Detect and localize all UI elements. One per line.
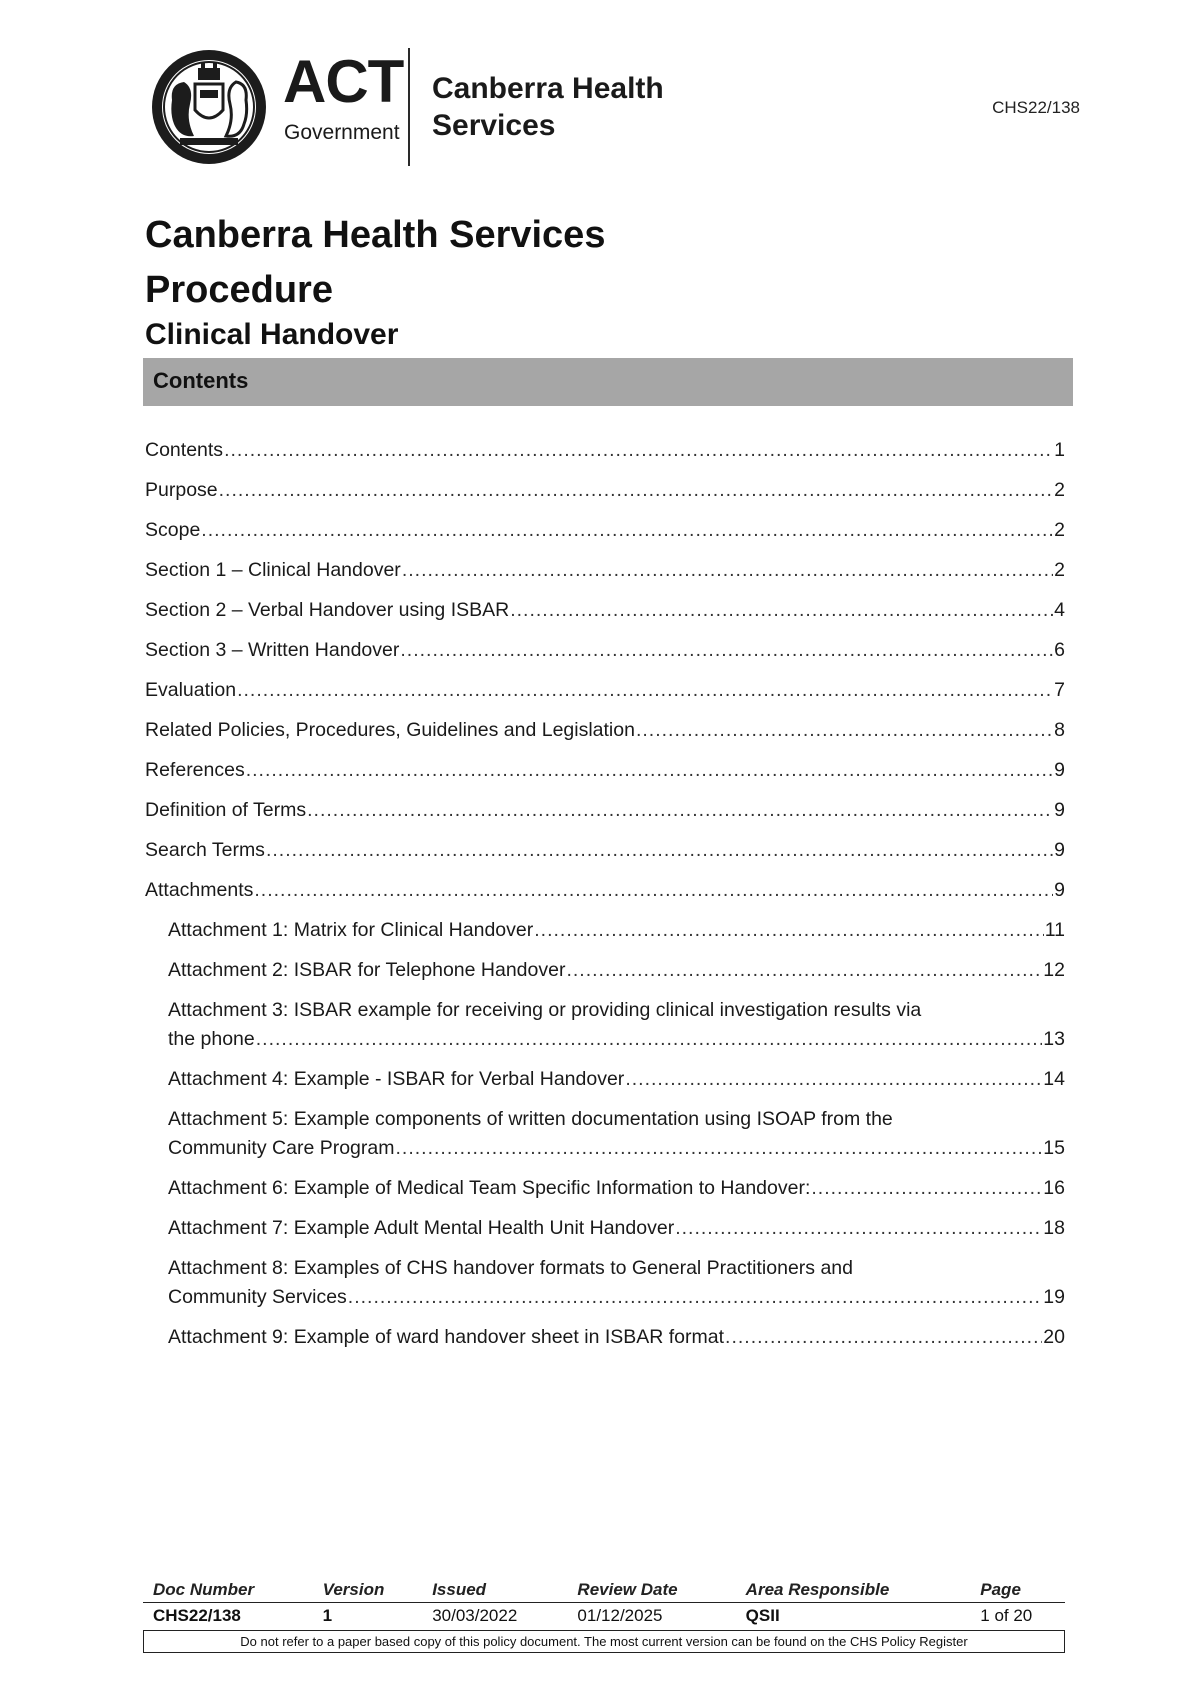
toc-page-number: 1 [1054, 439, 1065, 461]
toc-page-number: 14 [1043, 1068, 1065, 1090]
toc-entry-label: Attachment 4: Example - ISBAR for Verbal Handover [168, 1068, 625, 1090]
toc-entry-label: the phone [168, 1028, 255, 1050]
table-of-contents [145, 436, 1065, 1363]
toc-page-number: 9 [1054, 759, 1065, 781]
toc-entry-label: Attachments [145, 879, 254, 901]
toc-leader [566, 956, 1042, 985]
logo-act-text: ACT [283, 48, 404, 115]
toc-entry-label: References [145, 759, 245, 781]
contents-heading-bar [143, 358, 1073, 406]
footer-area-responsible: QSII [745, 1606, 780, 1625]
toc-entry-attachment-3[interactable] [145, 996, 1065, 1054]
toc-page-number: 9 [1054, 839, 1065, 861]
toc-page-number: 11 [1044, 919, 1065, 941]
toc-leader [224, 436, 1053, 465]
org-name [432, 70, 664, 144]
toc-entry-references[interactable] [145, 756, 1065, 785]
logo-divider [408, 48, 410, 166]
footer-header-row [143, 1580, 1065, 1603]
footer-issued: 30/03/2022 [432, 1606, 518, 1625]
title-line1: Canberra Health Services [145, 214, 606, 256]
toc-leader [237, 676, 1053, 705]
footer-header-page: Page [970, 1580, 1065, 1603]
toc-entry-label: Search Terms [145, 839, 265, 861]
toc-entry-label: Attachment 1: Matrix for Clinical Handover [168, 919, 534, 941]
toc-entry-label: Purpose [145, 479, 218, 501]
title-line2: Procedure [145, 269, 333, 311]
toc-entry-label: Related Policies, Procedures, Guidelines and Legislation [145, 719, 635, 741]
toc-entry-label: Evaluation [145, 679, 237, 701]
toc-page-number: 6 [1054, 639, 1065, 661]
toc-leader [400, 636, 1053, 665]
toc-leader [402, 556, 1053, 585]
toc-entry-label-line1: Attachment 3: ISBAR example for receiving or providing clinical investigation results via [168, 999, 922, 1021]
toc-page-number: 13 [1043, 1028, 1065, 1050]
act-coat-of-arms-icon [150, 48, 268, 166]
toc-entry-contents[interactable] [145, 436, 1065, 465]
toc-entry-attachments[interactable] [145, 876, 1065, 905]
toc-leader [307, 796, 1053, 825]
toc-entry-label: Community Services [168, 1286, 347, 1308]
toc-page-number: 2 [1054, 479, 1065, 501]
toc-leader [811, 1174, 1042, 1203]
toc-leader [256, 1025, 1043, 1054]
toc-leader [201, 516, 1053, 545]
toc-entry-attachment-1[interactable] [145, 916, 1065, 945]
toc-page-number: 9 [1054, 879, 1065, 901]
toc-entry-related-policies[interactable] [145, 716, 1065, 745]
toc-leader [348, 1283, 1043, 1312]
toc-entry-evaluation[interactable] [145, 676, 1065, 705]
toc-entry-attachment-9[interactable] [145, 1323, 1065, 1352]
toc-leader [636, 716, 1053, 745]
toc-entry-label: Scope [145, 519, 201, 541]
footer-header-version: Version [313, 1580, 423, 1603]
toc-entry-label: Contents [145, 439, 224, 461]
toc-page-number: 12 [1043, 959, 1065, 981]
document-footer [143, 1580, 1065, 1653]
toc-entry-label: Attachment 6: Example of Medical Team Specific Information to Handover: [168, 1177, 811, 1199]
toc-leader [395, 1134, 1042, 1163]
toc-entry-section-3[interactable] [145, 636, 1065, 665]
document-subtitle: Clinical Handover [145, 318, 399, 351]
toc-entry-label-line1: Attachment 8: Examples of CHS handover formats to General Practitioners and [168, 1257, 853, 1279]
toc-entry-scope[interactable] [145, 516, 1065, 545]
toc-page-number: 2 [1054, 519, 1065, 541]
contents-heading: Contents [153, 368, 249, 393]
footer-review-date: 01/12/2025 [577, 1606, 663, 1625]
org-name-line2: Services [432, 109, 556, 142]
toc-leader [266, 836, 1053, 865]
footer-page: 1 of 20 [980, 1606, 1033, 1625]
toc-entry-section-2[interactable] [145, 596, 1065, 625]
toc-entry-label: Section 1 – Clinical Handover [145, 559, 401, 581]
toc-page-number: 18 [1043, 1217, 1065, 1239]
doc-reference: CHS22/138 [992, 98, 1080, 117]
toc-entry-label: Section 2 – Verbal Handover using ISBAR [145, 599, 510, 621]
toc-leader [675, 1214, 1042, 1243]
toc-entry-attachment-5[interactable] [145, 1105, 1065, 1163]
toc-page-number: 16 [1043, 1177, 1065, 1199]
toc-entry-label: Definition of Terms [145, 799, 307, 821]
toc-page-number: 15 [1043, 1137, 1065, 1159]
toc-entry-definition-of-terms[interactable] [145, 796, 1065, 825]
toc-entry-label-line1: Attachment 5: Example components of written documentation using ISOAP from the [168, 1108, 893, 1130]
toc-entry-label: Community Care Program [168, 1137, 395, 1159]
footer-doc-number: CHS22/138 [153, 1606, 241, 1625]
toc-entry-label: Section 3 – Written Handover [145, 639, 400, 661]
toc-page-number: 4 [1054, 599, 1065, 621]
toc-leader [625, 1065, 1042, 1094]
policy-register-notice: Do not refer to a paper based copy of this policy document. The most current version can be found on the CHS Policy Register [143, 1630, 1065, 1653]
toc-entry-attachment-6[interactable] [145, 1174, 1065, 1203]
footer-header-issued: Issued [422, 1580, 567, 1603]
toc-page-number: 2 [1054, 559, 1065, 581]
toc-leader [725, 1323, 1042, 1352]
footer-version: 1 [322, 1606, 333, 1625]
toc-entry-attachment-4[interactable] [145, 1065, 1065, 1094]
toc-page-number: 20 [1043, 1326, 1065, 1348]
toc-entry-label: Attachment 9: Example of ward handover sheet in ISBAR format [168, 1326, 725, 1348]
toc-leader [534, 916, 1044, 945]
toc-entry-attachment-8[interactable] [145, 1254, 1065, 1312]
toc-leader [254, 876, 1053, 905]
toc-entry-label: Attachment 7: Example Adult Mental Health Unit Handover [168, 1217, 675, 1239]
logo-government-text: Government [284, 121, 400, 144]
footer-value-row [143, 1603, 1065, 1629]
toc-leader [246, 756, 1053, 785]
footer-header-area-responsible: Area Responsible [736, 1580, 971, 1603]
footer-header-review-date: Review Date [567, 1580, 735, 1603]
toc-entry-purpose[interactable] [145, 476, 1065, 505]
document-control-table [143, 1580, 1065, 1628]
org-name-line1: Canberra Health [432, 72, 664, 105]
toc-entry-section-1[interactable] [145, 556, 1065, 585]
toc-entry-search-terms[interactable] [145, 836, 1065, 865]
document-title [145, 208, 605, 318]
toc-page-number: 19 [1043, 1286, 1065, 1308]
toc-entry-attachment-2[interactable] [145, 956, 1065, 985]
toc-leader [219, 476, 1054, 505]
toc-page-number: 9 [1054, 799, 1065, 821]
toc-page-number: 7 [1054, 679, 1065, 701]
toc-page-number: 8 [1054, 719, 1065, 741]
toc-entry-attachment-7[interactable] [145, 1214, 1065, 1243]
footer-header-doc-number: Doc Number [143, 1580, 313, 1603]
toc-leader [510, 596, 1053, 625]
act-government-logo [150, 48, 690, 168]
toc-entry-label: Attachment 2: ISBAR for Telephone Handover [168, 959, 566, 981]
